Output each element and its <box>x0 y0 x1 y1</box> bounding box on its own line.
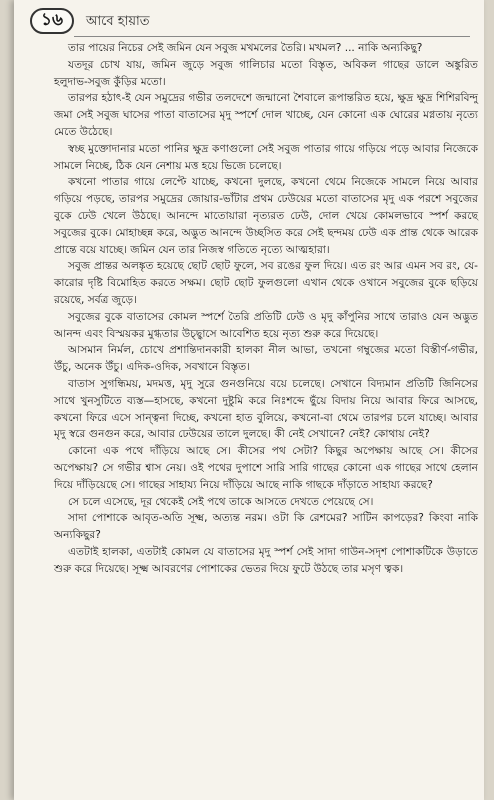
paragraph: সবুজের বুকে বাতাসের কোমল স্পর্শে তৈরি প্রতিটি ঢেউ ও মৃদু কাঁপুনির সাথে তারাও যেন অদ্ভুত আনন্দ এবং বিস্ময়কর মুগ্ধতার উচ্ছ্বাসে আবেশিত হয়ে নৃত্য শুরু করে দিয়েছে। <box>54 310 478 340</box>
header-rule <box>74 36 470 37</box>
paragraph: তার পায়ের নিচের সেই জমিন যেন সবুজ মখমলের তৈরি। মখমল? ... নাকি অন্যকিছু? <box>68 42 423 54</box>
paragraph: বাতাস সুগন্ধিময়, মদমত্ত, মৃদু সুরে গুনগুনিয়ে বয়ে চলেছে। সেখানে বিদ্যমান প্রতিটি জিনিসের সাথে খুনসুটিতে ব্যস্ত—হাসছে, কখনো দুষ্টুমি করে নিঃশব্দে ছুঁয়ে বিদায় নিয়ে আবার ফিরে আসছে, কখনো ফিরে এসে সান্ত্বনা দিচ্ছে, কখনো হাত বুলিয়ে, কখনো-বা থেমে তারপর চলে যাচ্ছে। আবার মৃদু স্বরে গুনগুন করে, আবার ঢেউয়ের তালে দুলছে। কী নেই সেখানে? নেই? কোথায় নেই? <box>54 377 478 441</box>
paragraph: তারপর হঠাৎ-ই যেন সমুদ্রের গভীর তলদেশে জন্মানো শৈবালে রূপান্তরিত হয়ে, ক্ষুদ্র ক্ষুদ্র শিশিরবিন্দু জমা সেই সবুজ ঘাসের পাতা বাতাসের মৃদু স্পর্শে দোল খাচ্ছে, যেন কোনো এক ঘোরের মগ্নতায় নৃত্যে মেতে উঠেছে। <box>54 92 478 138</box>
book-page <box>14 0 484 800</box>
paragraph: কখনো পাতার গায়ে লেপ্টে যাচ্ছে, কখনো দুলছে, কখনো থেমে নিজেকে সামলে নিয়ে আবার গড়িয়ে পড়ছে, তারপর সমুদ্রের জোয়ার-ভাঁটার প্রথম ঢেউয়ের মতো বাতাসের মৃদু এক পরশে সবুজের বুকে ঢেউ খেলে উঠছে। আনন্দে মাতোয়ারা নৃত্যরত ঢেউ, দোল খেয়ে কোমলভাবে স্পর্শ করছে সবুজের বুকে। মোহাচ্ছন্ন করে, অদ্ভুত আনন্দে উচ্ছসিত করে সেই ছন্দময় ঢেউ এক প্রান্ত থেকে আরেক প্রান্তে বয়ে যাচ্ছে। জমিন যেন তার নিজস্ব গতিতে নৃত্যে আত্মহারা। <box>54 176 478 256</box>
page-body <box>54 40 478 578</box>
paragraph: স্বচ্ছ মুক্তোদানার মতো পানির ক্ষুদ্র কণাগুলো সেই সবুজ পাতার গায়ে গড়িয়ে পড়ে আবার নিজেকে সামলে নিচ্ছে, ঠিক যেন নেশায় মত্ত হয়ে ভিজে চলেছে। <box>54 142 478 172</box>
page-header <box>30 8 470 36</box>
paragraph: আসমান নির্মল, চোখে প্রশান্তিদানকারী হালকা নীল আভা, তখনো গম্বুজের মতো বিস্তীর্ণ-গভীর, উঁচু, অনেক উঁচু। এদিক-ওদিক, সবখানে বিস্তৃত। <box>54 344 478 374</box>
paragraph: সবুজ প্রান্তর অলঙ্কৃত হয়েছে ছোট ছোট ফুলে, সব রঙের ফুল দিয়ে। এত রং আর এমন সব রং, যে-কারোর দৃষ্টি বিমোহিত করতে সক্ষম। ছোট ছোট ফুলগুলো এখান থেকে ওখানে সবুজের বুকে ছড়িয়ে রয়েছে, সর্বত্র জুড়ে। <box>54 260 478 306</box>
paragraph: এতটাই হালকা, এতটাই কোমল যে বাতাসের মৃদু স্পর্শ সেই সাদা গাউন-সদৃশ পোশাকটিকে উড়াতে শুরু করে দিয়েছে। সূক্ষ্ম আবরণের পোশাকের ভেতর দিয়ে ফুটে উঠছে তার মসৃণ ত্বক। <box>54 545 478 575</box>
paragraph: কোনো এক পথে দাঁড়িয়ে আছে সে। কীসের পথ সেটা? কিছুর অপেক্ষায় আছে সে। কীসের অপেক্ষায়? সে গভীর শ্বাস নেয়। ওই পথের দুপাশে সারি সারি গাছের কোনো এক গাছের সাথে হেলান দিয়ে দাঁড়িয়েছে সে। গাছের সাহায্য নিয়ে দাঁড়িয়ে আছে নাকি গাছকে দাঁড়াতে সাহায্য করছে? <box>54 445 478 491</box>
paragraph: সে চলে এসেছে, দূর থেকেই সেই পথে তাকে আসতে দেখতে পেয়েছে সে। <box>68 495 374 508</box>
running-title: আবে হায়াত <box>86 14 150 29</box>
paragraph: সাদা পোশাকে আবৃত-অতি সূক্ষ্ম, অত্যন্ত নরম। ওটা কি রেশমের? সাটিন কাপড়ের? কিংবা নাকি অন্যকিছুর? <box>54 512 478 542</box>
paragraph: যতদূর চোখ যায়, জমিন জুড়ে সবুজ গালিচার মতো বিস্তৃত, অবিকল গাছের ডালে অঙ্কুরিত হলুদাভ-সবুজ কুঁড়ির মতো। <box>54 58 478 88</box>
page-number-badge: ১৬ <box>30 8 74 34</box>
